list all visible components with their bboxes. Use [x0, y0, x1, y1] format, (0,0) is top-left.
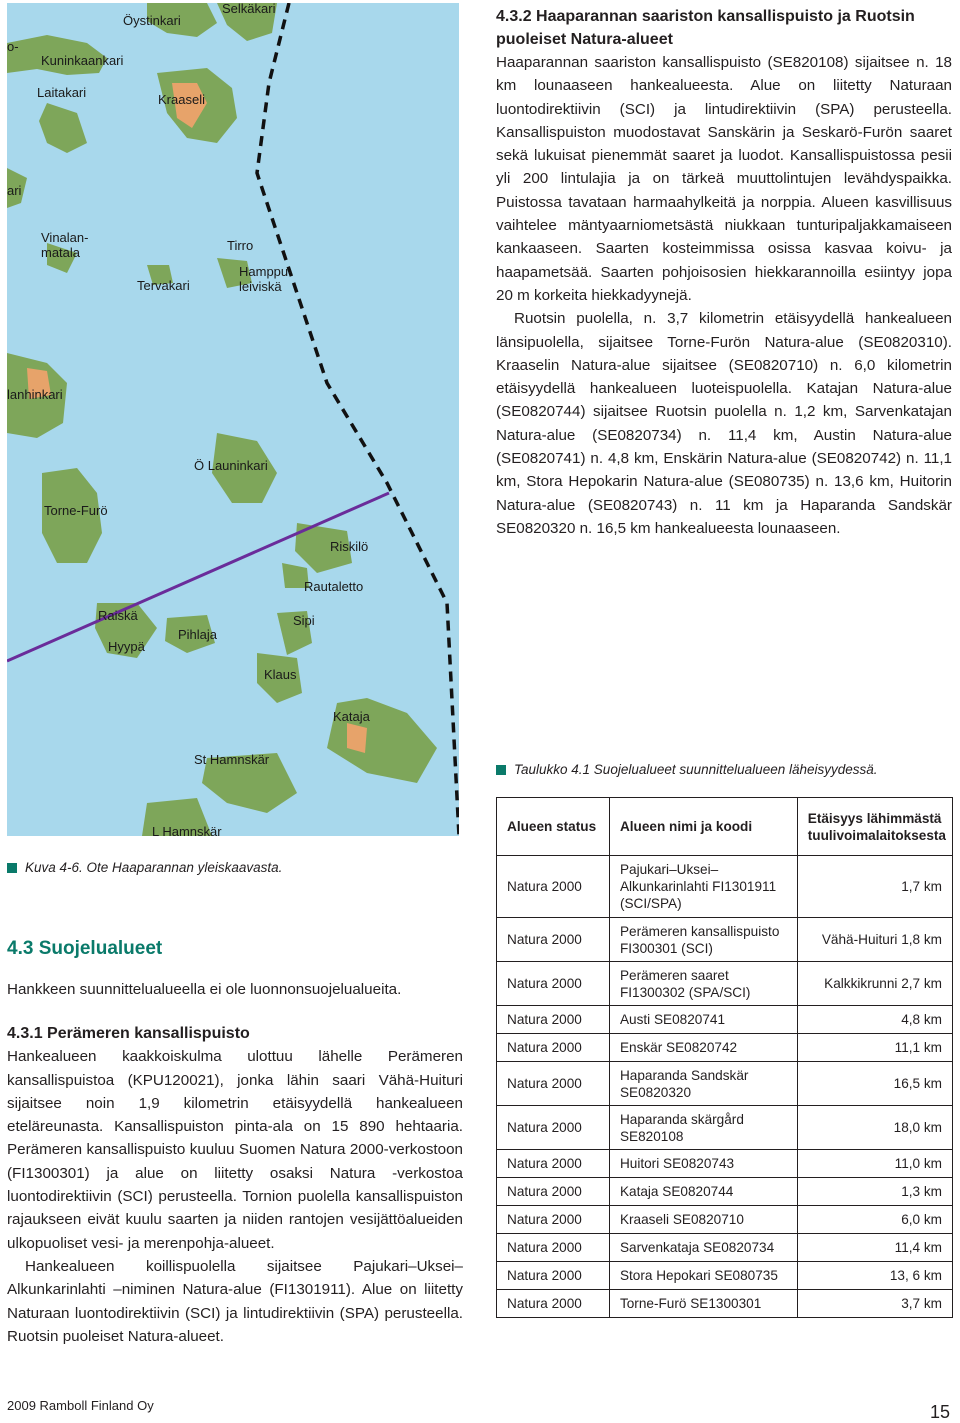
- map-label: Sipi: [293, 613, 315, 628]
- subsection-heading-4-3-1: 4.3.1 Perämeren kansallispuisto: [7, 1025, 250, 1042]
- cell-distance: 6,0 km: [797, 1206, 952, 1234]
- table-row: [497, 918, 953, 962]
- map-label: Kraaseli: [158, 92, 205, 107]
- map-label: Laitakari: [37, 85, 87, 100]
- map-label: Kuninkaankari: [41, 53, 124, 68]
- cell-area-name: Stora Hepokari SE080735: [609, 1262, 797, 1290]
- map-label: Tervakari: [137, 278, 190, 293]
- column-header: Alueen status: [497, 798, 610, 856]
- cell-status: Natura 2000: [497, 1006, 610, 1034]
- cell-distance: 11,1 km: [797, 1034, 952, 1062]
- cell-status: Natura 2000: [497, 1234, 610, 1262]
- cell-area-name: Perämeren kansallispuisto FI300301 (SCI): [609, 918, 797, 962]
- cell-distance: 3,7 km: [797, 1290, 952, 1318]
- paragraph: Hankealueen koillispuolella sijaitsee Pajukari–Uksei–Alkunkarinlahti –niminen Natura-alue (FI1301911). Alue on liitetty Naturaan luontodirektiivin (SCI) ja lintudirektiivin (SPA) perusteella. Ruotsin puoleiset Natura-alueet.: [7, 1257, 463, 1345]
- map-caption: [7, 860, 282, 875]
- table-header-row: [497, 798, 953, 856]
- section-heading-4-3: [7, 938, 162, 960]
- protected-areas-table: [496, 797, 953, 1318]
- bullet-square-icon: [496, 765, 506, 775]
- cell-status: Natura 2000: [497, 1106, 610, 1150]
- table-row: [497, 1062, 953, 1106]
- section-number: 4.3: [7, 938, 34, 959]
- cell-distance: 11,4 km: [797, 1234, 952, 1262]
- map-label: Ö Launinkari: [194, 458, 268, 473]
- cell-area-name: Perämeren saaret FI1300302 (SPA/SCI): [609, 962, 797, 1006]
- map-label: Torne-Furö: [44, 503, 108, 518]
- map-label: matala: [41, 245, 81, 260]
- cell-area-name: Sarvenkataja SE0820734: [609, 1234, 797, 1262]
- table-caption: [496, 762, 878, 777]
- map-label: Raiskä: [98, 608, 138, 623]
- table-row: [497, 1150, 953, 1178]
- cell-area-name: Enskär SE0820742: [609, 1034, 797, 1062]
- map-excerpt: [7, 3, 459, 836]
- column-header: Alueen nimi ja koodi: [609, 798, 797, 856]
- left-column: [7, 1022, 463, 1348]
- map-label: leiviskä: [239, 279, 282, 294]
- table-row: [497, 1206, 953, 1234]
- map-label: Rautaletto: [304, 579, 364, 594]
- page-number: 15: [929, 1402, 950, 1422]
- map-label: Selkäkari: [222, 3, 276, 16]
- map-label: Hyypä: [108, 639, 145, 654]
- cell-status: Natura 2000: [497, 1262, 610, 1290]
- table-row: [497, 1290, 953, 1318]
- map-label: Klaus: [264, 667, 297, 682]
- cell-area-name: Haparanda skärgård SE820108: [609, 1106, 797, 1150]
- map-label: Kataja: [333, 709, 370, 724]
- cell-status: Natura 2000: [497, 962, 610, 1006]
- cell-status: Natura 2000: [497, 918, 610, 962]
- cell-status: Natura 2000: [497, 856, 610, 918]
- cell-status: Natura 2000: [497, 1206, 610, 1234]
- table-row: [497, 1106, 953, 1150]
- map-label: o-: [7, 39, 19, 54]
- paragraph: Hankealueen kaakkoiskulma ulottuu lähelle Perämeren kansallispuistoa (KPU120021), jonka lähin saari Vähä-Huituri sijaitsee noin 1,9 kilometrin etäisyydellä hankealueen eteläreunasta. Kansallispuiston pinta-ala on 15 890 hehtaaria. Perämeren kansallispuisto kuuluu Suomen Natura 2000-verkostoon (FI1300301) ja alue on liitetty osaksi Natura -verkostoa luontodirektiivin (SCI) perusteella. Tornion puolella kansallispuiston rajaukseen eivät kuulu saarten ja niiden rantojen vesijättöalueiden ulkopuoliset vesi- ja merenpohja-alueet.: [7, 1048, 463, 1252]
- map-label: Öystinkari: [123, 13, 181, 28]
- map-label: Riskilö: [330, 539, 369, 554]
- map-label: Tirro: [227, 238, 254, 253]
- cell-distance: 1,7 km: [797, 856, 952, 918]
- cell-status: Natura 2000: [497, 1290, 610, 1318]
- cell-distance: 18,0 km: [797, 1106, 952, 1150]
- cell-status: Natura 2000: [497, 1178, 610, 1206]
- section-title: Suojelualueet: [38, 938, 163, 959]
- table-row: [497, 1034, 953, 1062]
- right-column: [496, 6, 952, 540]
- table-body: [497, 856, 953, 1318]
- subsection-heading-4-3-2: 4.3.2 Haaparannan saariston kansallispuisto ja Ruotsin puoleiset Natura-alueet: [496, 8, 915, 48]
- table-caption-text: Taulukko 4.1 Suojelualueet suunnittelualueen läheisyydessä.: [514, 762, 878, 777]
- section-intro: Hankkeen suunnittelualueella ei ole luonnonsuojelualueita.: [7, 981, 402, 998]
- cell-area-name: Torne-Furö SE1300301: [609, 1290, 797, 1318]
- cell-status: Natura 2000: [497, 1150, 610, 1178]
- cell-status: Natura 2000: [497, 1034, 610, 1062]
- paragraph: Ruotsin puolella, n. 3,7 kilometrin etäisyydellä hankealueen länsipuolella, sijaitsee Torne-Furön Natura-alue (SE0820310). Kraaselin Natura-alue sijaitsee (SE0820710) n. 6,0 kilometrin etäisyydellä hankealueen luoteispuolella. Katajan Natura-alue (SE0820744) sijaitsee Ruotsin puolella n. 1,2 km, Sarvenkatajan Natura-alue (SE0820734) n. 11,4 km, Austin Natura-alue (SE0820741) n. 4,8 km, Enskärin Natura-alue (SE0820742) n. 11,1 km, Stora Hepokarin Natura-alue (SE080735) n. 13,6 km, Huitorin Natura-alue (SE0820743) n. 11 km ja Haparanda Sandskär SE0820320 n. 16,5 km hankealueesta lounaaseen.: [496, 310, 952, 537]
- bullet-square-icon: [7, 863, 17, 873]
- table-row: [497, 856, 953, 918]
- map-label: Hamppu-: [239, 264, 293, 279]
- cell-distance: Vähä-Huituri 1,8 km: [797, 918, 952, 962]
- cell-status: Natura 2000: [497, 1062, 610, 1106]
- table-row: [497, 1234, 953, 1262]
- table-row: [497, 1006, 953, 1034]
- map-label: Pihlaja: [178, 627, 218, 642]
- cell-area-name: Haparanda Sandskär SE0820320: [609, 1062, 797, 1106]
- cell-distance: Kalkkikrunni 2,7 km: [797, 962, 952, 1006]
- cell-distance: 16,5 km: [797, 1062, 952, 1106]
- cell-distance: 1,3 km: [797, 1178, 952, 1206]
- cell-distance: 11,0 km: [797, 1150, 952, 1178]
- cell-area-name: Kataja SE0820744: [609, 1178, 797, 1206]
- footer-company: 2009 Ramboll Finland Oy: [7, 1398, 154, 1413]
- cell-area-name: Austi SE0820741: [609, 1006, 797, 1034]
- cell-area-name: Kraaseli SE0820710: [609, 1206, 797, 1234]
- map-label: Vinalan-: [41, 230, 89, 245]
- column-header: Etäisyys lähimmästä tuulivoimalaitoksesta: [797, 798, 952, 856]
- cell-area-name: Pajukari–Uksei–Alkunkarinlahti FI1301911 (SCI/SPA): [609, 856, 797, 918]
- paragraph: Haaparannan saariston kansallispuisto (SE820108) sijaitsee n. 18 km lounaaseen hankealueesta. Alue on liitetty Naturaan luontodirektiivin (SCI) ja lintudirektiivin (SPA) perusteella. Kansallispuiston muodostavat Sanskärin ja Seskarö-Furön saaret sekä lukuisat pienemmät saaret ja luodot. Kansallispuistossa pesii yli 200 lintulajia ja on tärkeä muuttolintujen levähdyspaikka. Puistossa tavataan harmaahylkeitä ja norppia. Alueen kasvillisuus vaihtelee mäntyaarniometsästä niukkaan tunturipaljakkamaiseen kankaaseen. Saarten kosteimmissa osissa kasvaa koivu- ja haapametsää. Saarten pohjoisosien hiekkarannoilla esiintyy jopa 20 m korkeita hiekkadyynejä.: [496, 54, 952, 304]
- table-row: [497, 1262, 953, 1290]
- map-caption-text: Kuva 4-6. Ote Haaparannan yleiskaavasta.: [25, 860, 283, 875]
- table-row: [497, 1178, 953, 1206]
- map-label: St Hamnskär: [194, 752, 270, 767]
- map-label: L Hamnskär: [152, 824, 222, 836]
- cell-distance: 4,8 km: [797, 1006, 952, 1034]
- cell-area-name: Huitori SE0820743: [609, 1150, 797, 1178]
- table-row: [497, 962, 953, 1006]
- cell-distance: 13, 6 km: [797, 1262, 952, 1290]
- map-label: lanhinkari: [7, 387, 63, 402]
- map-label: ari: [7, 183, 22, 198]
